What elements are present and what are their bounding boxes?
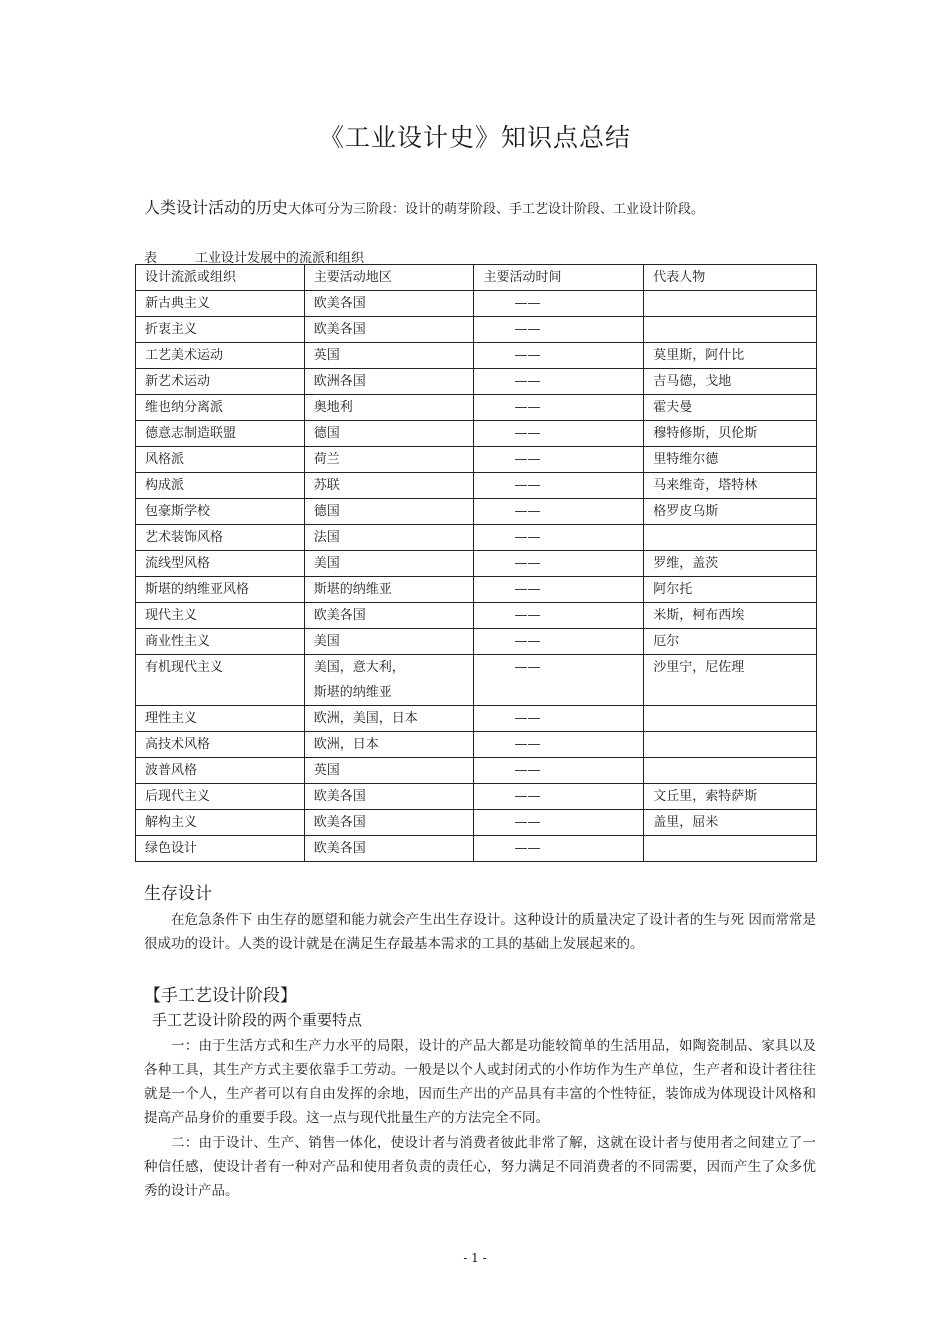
cell-region: 美国 [304, 551, 474, 577]
cell-time: —— [474, 732, 644, 758]
cell-time: —— [474, 343, 644, 369]
table-row [136, 421, 817, 447]
cell-people [644, 291, 817, 317]
cell-time: —— [474, 655, 644, 706]
cell-region: 欧美各国 [304, 291, 474, 317]
cell-school: 理性主义 [136, 706, 305, 732]
cell-time: —— [474, 810, 644, 836]
cell-time: —— [474, 551, 644, 577]
cell-time: —— [474, 499, 644, 525]
craft-paragraph-2: 二：由于设计、生产、销售一体化，使设计者与消费者彼此非常了解，这就在设计者与使用者之间建立了一种信任感，使设计者有一种对产品和使用者负责的责任心，努力满足不同消费者的不同需要，因而产生了众多优秀的设计产品。 [144, 1135, 816, 1199]
table-caption-label: 表 [144, 251, 158, 266]
cell-time: —— [474, 421, 644, 447]
cell-region-line: 美国，意大利， [313, 660, 405, 675]
table-row [136, 525, 817, 551]
cell-region: 欧美各国 [304, 317, 474, 343]
table-header-row [136, 265, 817, 291]
cell-region: 英国 [304, 343, 474, 369]
table-row [136, 836, 817, 862]
cell-school: 后现代主义 [136, 784, 305, 810]
cell-region: 荷兰 [304, 447, 474, 473]
craft-heading: 【手工艺设计阶段】 [144, 986, 297, 1006]
cell-school: 维也纳分离派 [136, 395, 305, 421]
table-row [136, 732, 817, 758]
cell-school: 德意志制造联盟 [136, 421, 305, 447]
cell-people: 穆特修斯，贝伦斯 [644, 421, 817, 447]
cell-school: 解构主义 [136, 810, 305, 836]
cell-people: 米斯，柯布西埃 [644, 603, 817, 629]
cell-time: —— [474, 473, 644, 499]
cell-school: 风格派 [136, 447, 305, 473]
table-row [136, 291, 817, 317]
cell-school: 流线型风格 [136, 551, 305, 577]
cell-people: 马来维奇，塔特林 [644, 473, 817, 499]
table-row [136, 629, 817, 655]
cell-region: 奥地利 [304, 395, 474, 421]
cell-region: 欧洲，美国，日本 [304, 706, 474, 732]
cell-people: 里特维尔德 [644, 447, 817, 473]
cell-school: 商业性主义 [136, 629, 305, 655]
table-row [136, 758, 817, 784]
cell-region: 欧美各国 [304, 784, 474, 810]
cell-school: 构成派 [136, 473, 305, 499]
table-row [136, 499, 817, 525]
cell-people: 霍夫曼 [644, 395, 817, 421]
cell-people: 文丘里，索特萨斯 [644, 784, 817, 810]
cell-time: —— [474, 836, 644, 862]
survival-heading: 生存设计 [144, 884, 212, 904]
table-row [136, 577, 817, 603]
craft-subheading: 手工艺设计阶段的两个重要特点 [152, 1011, 363, 1029]
table-row [136, 473, 817, 499]
table-row [136, 784, 817, 810]
cell-region: 欧洲各国 [304, 369, 474, 395]
cell-people [644, 525, 817, 551]
cell-time: —— [474, 447, 644, 473]
cell-time: —— [474, 317, 644, 343]
cell-region: 斯堪的纳维亚 [304, 577, 474, 603]
cell-school: 艺术装饰风格 [136, 525, 305, 551]
cell-school: 高技术风格 [136, 732, 305, 758]
cell-time: —— [474, 784, 644, 810]
table-row [136, 706, 817, 732]
document-title: 《工业设计史》知识点总结 [318, 123, 631, 152]
cell-people: 罗维，盖茨 [644, 551, 817, 577]
table-caption-text: 工业设计发展中的流派和组织 [195, 251, 365, 266]
cell-school: 新古典主义 [136, 291, 305, 317]
cell-people [644, 706, 817, 732]
cell-people: 厄尔 [644, 629, 817, 655]
cell-region: 法国 [304, 525, 474, 551]
craft-paragraph-1: 一：由于生活方式和生产力水平的局限，设计的产品大都是功能较简单的生活用品，如陶瓷制品、家具以及各种工具，其生产方式主要依靠手工劳动。一般是以个人或封闭式的小作坊作为生产单位，生产者和设计者往往就是一个人，生产者可以有自由发挥的余地，因而生产出的产品具有丰富的个性特征，装饰成为体现设计风格和提高产品身价的重要手段。这一点与现代批量生产的方法完全不同。 [144, 1038, 816, 1126]
intro-paragraph [144, 195, 704, 218]
table-row [136, 447, 817, 473]
cell-people: 格罗皮乌斯 [644, 499, 817, 525]
cell-school: 现代主义 [136, 603, 305, 629]
table-row [136, 369, 817, 395]
cell-region: 德国 [304, 421, 474, 447]
schools-table [135, 264, 817, 862]
cell-school: 绿色设计 [136, 836, 305, 862]
cell-region: 英国 [304, 758, 474, 784]
cell-time: —— [474, 603, 644, 629]
cell-school: 新艺术运动 [136, 369, 305, 395]
cell-school: 工艺美术运动 [136, 343, 305, 369]
cell-region: 苏联 [304, 473, 474, 499]
cell-people [644, 317, 817, 343]
page-number: - 1 - [463, 1251, 487, 1265]
header-cell-time: 主要活动时间 [474, 265, 644, 291]
cell-people: 沙里宁，尼佐理 [644, 655, 817, 706]
cell-region: 欧美各国 [304, 810, 474, 836]
cell-school: 包豪斯学校 [136, 499, 305, 525]
cell-school: 斯堪的纳维亚风格 [136, 577, 305, 603]
cell-region: 欧洲，日本 [304, 732, 474, 758]
cell-time: —— [474, 291, 644, 317]
cell-time: —— [474, 577, 644, 603]
table-row [136, 317, 817, 343]
intro-rest: 大体可分为三阶段：设计的萌芽阶段、手工艺设计阶段、工业设计阶段。 [288, 202, 705, 217]
table-row [136, 343, 817, 369]
cell-time: —— [474, 706, 644, 732]
cell-people [644, 836, 817, 862]
header-cell-people: 代表人物 [644, 265, 817, 291]
table-row [136, 655, 817, 706]
cell-region: 欧美各国 [304, 836, 474, 862]
cell-people: 阿尔托 [644, 577, 817, 603]
table-row [136, 810, 817, 836]
cell-region: 美国 [304, 629, 474, 655]
header-cell-school: 设计流派或组织 [136, 265, 305, 291]
cell-time: —— [474, 629, 644, 655]
cell-school: 波普风格 [136, 758, 305, 784]
cell-people [644, 732, 817, 758]
cell-region [304, 655, 474, 706]
cell-region: 德国 [304, 499, 474, 525]
cell-time: —— [474, 369, 644, 395]
cell-people [644, 758, 817, 784]
table-row [136, 603, 817, 629]
header-cell-region: 主要活动地区 [304, 265, 474, 291]
cell-time: —— [474, 395, 644, 421]
intro-lead: 人类设计活动的历史 [144, 198, 289, 217]
cell-time: —— [474, 758, 644, 784]
schools-table-body [136, 265, 817, 862]
cell-school: 折衷主义 [136, 317, 305, 343]
cell-region: 欧美各国 [304, 603, 474, 629]
survival-paragraph: 在危急条件下 由生存的愿望和能力就会产生出生存设计。这种设计的质量决定了设计者的生与死 因而常常是很成功的设计。人类的设计就是在满足生存最基本需求的工具的基础上发展起来的。 [144, 912, 816, 952]
cell-people: 莫里斯，阿什比 [644, 343, 817, 369]
cell-people: 盖里，屈米 [644, 810, 817, 836]
cell-region-line: 斯堪的纳维亚 [313, 685, 392, 700]
cell-people: 吉马德，戈地 [644, 369, 817, 395]
table-row [136, 551, 817, 577]
cell-time: —— [474, 525, 644, 551]
cell-school: 有机现代主义 [136, 655, 305, 706]
table-row [136, 395, 817, 421]
